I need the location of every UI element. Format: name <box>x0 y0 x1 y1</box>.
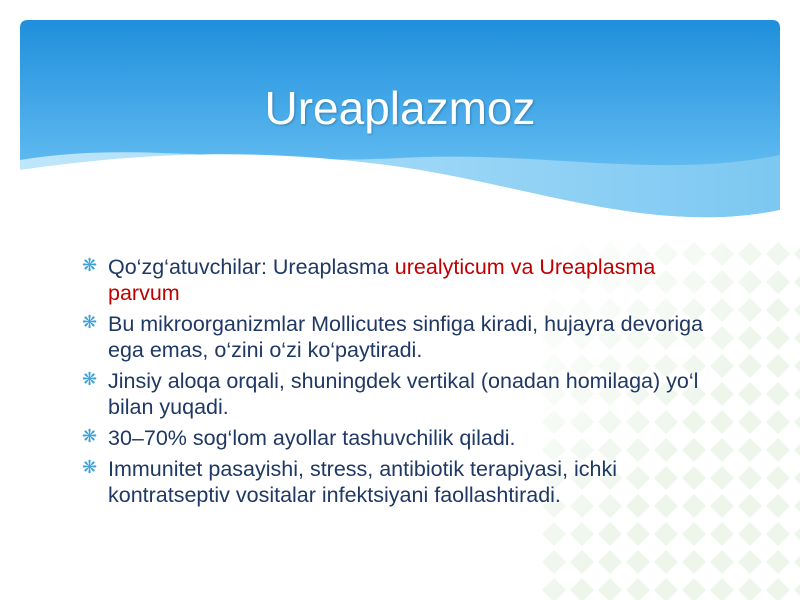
bullet-text: Jinsiy aloqa orqali, shuningdek vertikal (onadan homilaga) yo‘l bilan yuqadi. <box>108 369 699 419</box>
bullet-list <box>82 254 722 513</box>
bullet-item <box>82 254 722 306</box>
title-banner <box>20 20 780 240</box>
bullet-item <box>82 425 722 451</box>
asterisk-icon: ❋ <box>82 369 98 389</box>
bullet-text: 30–70% sog‘lom ayollar tashuvchilik qiladi. <box>108 426 516 450</box>
asterisk-icon: ❋ <box>82 255 98 275</box>
bullet-text: Qo‘zg‘atuvchilar: Ureaplasma <box>108 255 395 279</box>
bullet-item <box>82 456 722 508</box>
bullet-text: Bu mikroorganizmlar Mollicutes sinfiga kiradi, hujayra devoriga ega emas, o‘zini o‘zi ko‘paytiradi. <box>108 312 704 362</box>
bullet-text: Immunitet pasayishi, stress, antibiotik terapiyasi, ichki kontratseptiv vositalar infektsiyani faollashtiradi. <box>108 457 618 507</box>
asterisk-icon: ❋ <box>82 457 98 477</box>
bullet-item <box>82 311 722 363</box>
asterisk-icon: ❋ <box>82 312 98 332</box>
asterisk-icon: ❋ <box>82 426 98 446</box>
bullet-item <box>82 368 722 420</box>
slide-title: Ureaplazmoz <box>264 82 536 134</box>
bullet-highlight: urealyticum va Ureaplasma parvum <box>108 255 656 305</box>
